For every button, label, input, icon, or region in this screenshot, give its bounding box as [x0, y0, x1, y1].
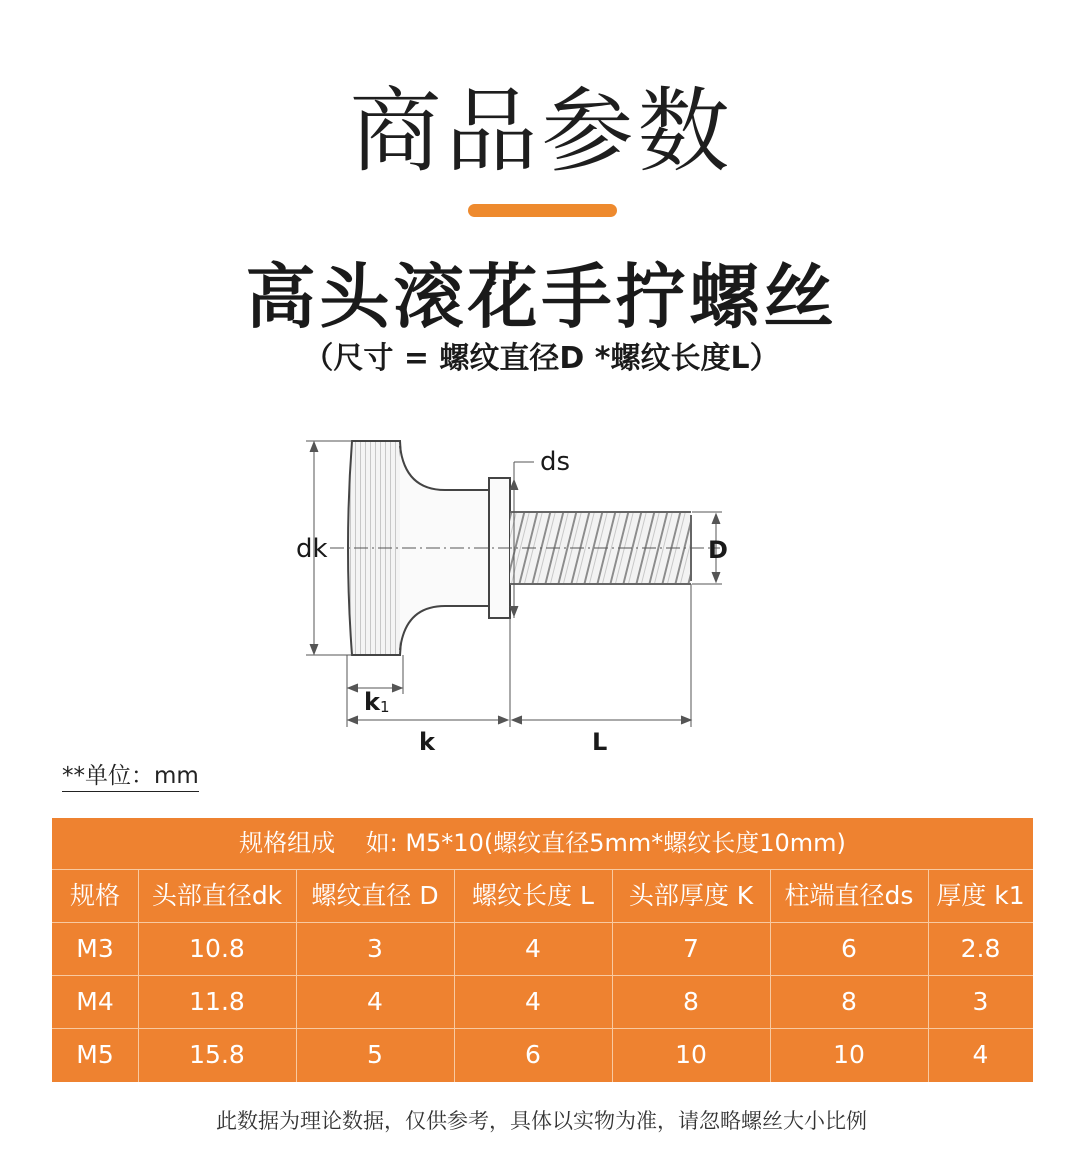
k-label: k: [419, 728, 435, 756]
table-header-cell: 头部直径dk: [151, 881, 283, 910]
title-accent-bar: [468, 204, 617, 217]
unit-note: **单位：mm: [62, 761, 199, 792]
screw-neck: [400, 446, 490, 650]
threaded-shank: [510, 512, 691, 584]
table-cell: 2.8: [960, 934, 1001, 963]
table-cell: 6: [841, 934, 857, 963]
table-cell: 3: [972, 987, 989, 1016]
page-title: 商品参数: [349, 78, 734, 185]
k1-label-main: k: [364, 688, 380, 716]
table-cell: 4: [525, 987, 541, 1016]
table-cell: 10: [675, 1040, 707, 1069]
table-cell: 4: [972, 1040, 989, 1069]
k1-label: [364, 688, 390, 716]
k1-label-sub: 1: [379, 698, 390, 716]
table-cell: M4: [76, 987, 114, 1016]
table-cell: 8: [841, 987, 857, 1016]
d-label: D: [708, 536, 728, 564]
footnote: 此数据为理论数据，仅供参考，具体以实物为准，请忽略螺丝大小比例: [216, 1109, 867, 1133]
table-cell: M5: [76, 1040, 114, 1069]
table-cell: 10.8: [189, 934, 245, 963]
k-l-dimension: [348, 584, 691, 727]
table-cell: 11.8: [189, 987, 245, 1016]
dk-dimension: [306, 441, 352, 655]
screw-collar: [489, 478, 510, 618]
table-cell: 7: [683, 934, 699, 963]
size-note: （尺寸 = 螺纹直径D *螺纹长度L）: [303, 341, 780, 376]
ds-label: ds: [540, 447, 571, 477]
l-label: L: [592, 728, 608, 756]
table-header-cell: 厚度 k1: [936, 881, 1025, 910]
table-cell: 3: [367, 934, 383, 963]
spec-table: [52, 818, 1033, 1082]
knurled-head: [348, 441, 404, 655]
table-cell: 8: [683, 987, 699, 1016]
table-caption: 规格组成 如: M5*10(螺纹直径5mm*螺纹长度10mm): [239, 829, 846, 857]
product-name: 高头滚花手拧螺丝: [245, 256, 838, 338]
ds-dimension: [510, 462, 534, 618]
dk-label: dk: [296, 534, 328, 564]
k1-dimension: [347, 655, 403, 727]
table-header-cell: 柱端直径ds: [784, 881, 914, 910]
table-cell: 4: [367, 987, 383, 1016]
table-cell: 6: [525, 1040, 541, 1069]
table-cell: 5: [367, 1040, 383, 1069]
table-header-cell: 头部厚度 K: [628, 881, 754, 910]
d-dimension: [692, 512, 722, 584]
table-cell: 4: [525, 934, 541, 963]
table-header-cell: 螺纹直径 D: [311, 881, 439, 910]
table-cell: 10: [833, 1040, 865, 1069]
table-cell: 15.8: [189, 1040, 245, 1069]
table-header-cell: 螺纹长度 L: [472, 881, 594, 910]
table-cell: M3: [76, 934, 114, 963]
table-header-cell: 规格: [69, 881, 120, 910]
